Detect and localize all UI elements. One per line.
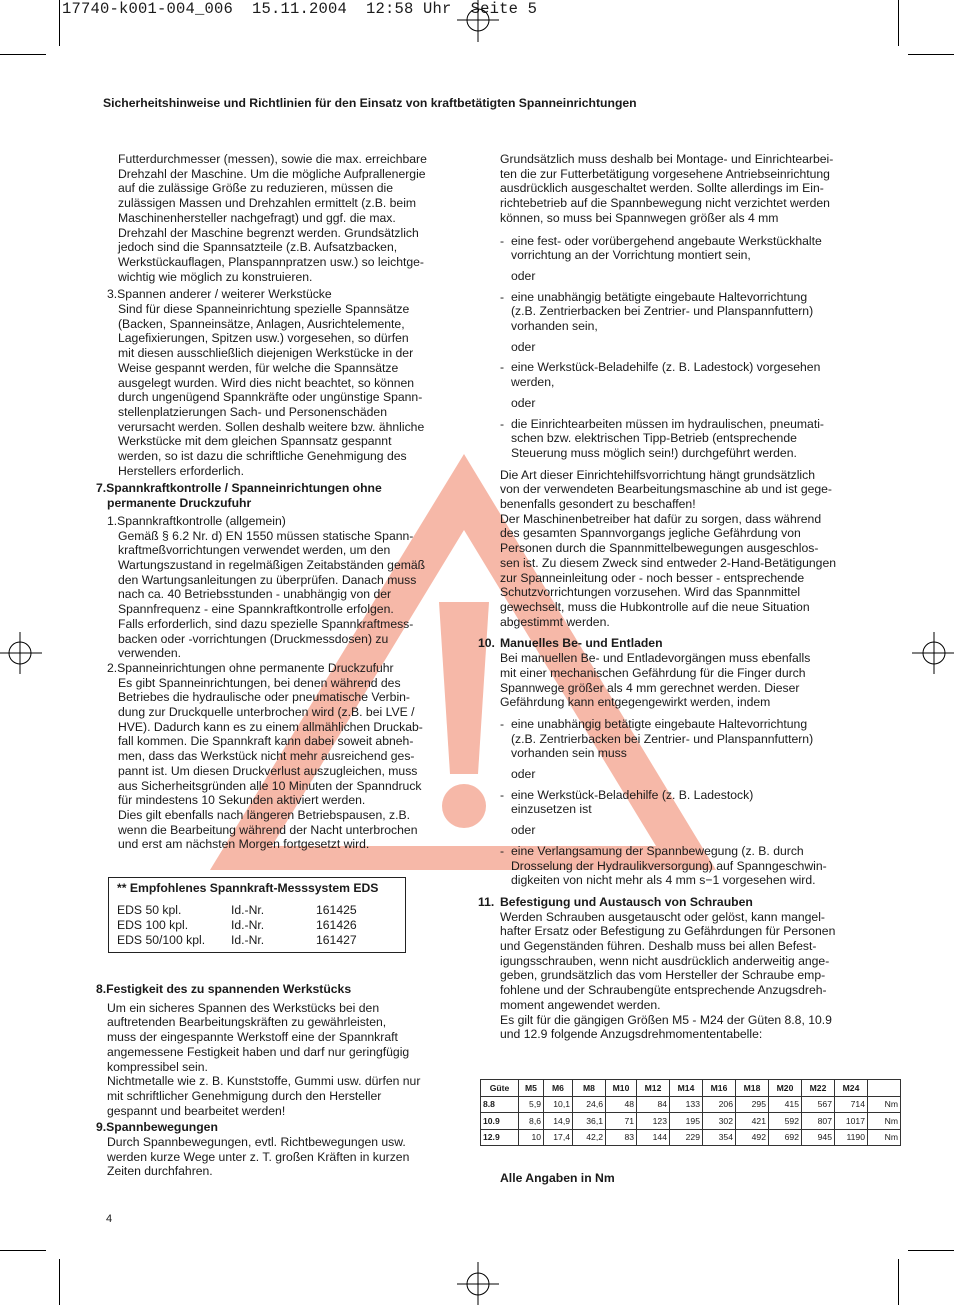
text-line: des gesamten Spannvorgangs jegliche Gefährdung von (500, 526, 801, 541)
text-line: von der verwendeten Bearbeitungsmaschine ab und ist gege- (500, 482, 832, 497)
registration-mark-top (455, 0, 501, 42)
text-line: Betriebes die hydraulische oder pneumatische Verbin- (118, 690, 410, 705)
table-row (481, 1113, 901, 1130)
text-line: Weise gespannt werden, für welche die Spannsätze (118, 360, 399, 375)
text-line: Gemäß § 6.2 Nr. d) EN 1550 müssen statische Spann- (118, 528, 414, 543)
text-line: eine unabhängig betätigte eingebaute Haltevorrichtung (511, 716, 808, 731)
table-cell: 295 (736, 1096, 769, 1113)
section-7-title-cont: permanente Druckzufuhr (107, 496, 252, 511)
text-line: ausgelegt wurden. Wird dies nicht beachtet, so können (118, 375, 415, 390)
paragraph-art (500, 468, 858, 630)
text-line: kompressibel sein. (107, 1059, 208, 1074)
section-7-2-body (96, 676, 456, 852)
table-cell: 36,1 (573, 1113, 606, 1130)
text-line: Durch Spannbewegungen, evtl. Richtbewegungen usw. (107, 1135, 406, 1150)
text-line: ten die zur Futterbetätigung vorgesehene Antriebseinrichtung (500, 166, 830, 181)
text-line: Schutzvorrichtungen vorzusehen. Wird das Spannmittel (500, 585, 801, 600)
list-item: - die Einrichtearbeiten müssen im hydraulischen, pneumati- schen bzw. elektrischen Tipp-Betrieb (entsprechende Steuerung muss möglich sein!) durchgeführt werden. (500, 417, 858, 461)
table-cell: 1017 (835, 1113, 868, 1130)
print-slug: 17740-k001-004_006 15.11.2004 12:58 Uhr Seite 5 (62, 0, 538, 18)
table-cell: Nm (868, 1113, 901, 1130)
text-line: Lagefixierungen, Spitzen usw.) vorgesehen, so dürfen (118, 331, 409, 346)
table-cell: M5 (519, 1080, 544, 1097)
text-line: schen bzw. elektrischen Tipp-Betrieb (entsprechende (511, 431, 797, 446)
left-column (96, 152, 456, 852)
table-cell: 421 (736, 1113, 769, 1130)
text-line: pannt ist. Um diesen Druckverlust auszugleichen, muss (118, 763, 418, 778)
table-cell: M22 (802, 1080, 835, 1097)
text-line: gespannt und bearbeitet werden! (107, 1103, 286, 1118)
text-line: vorhanden sein muss (511, 746, 627, 761)
table-cell: M24 (835, 1080, 868, 1097)
text-line: Grundsätzlich muss deshalb bei Montage- und Einrichtearbei- (500, 152, 834, 166)
table-cell: 354 (703, 1129, 736, 1146)
text-line: die Einrichtearbeiten müssen im hydraulischen, pneumati- (511, 416, 824, 431)
text-line: kraftmeßvorrichtungen verwendet werden, um den (118, 543, 391, 558)
text-line: Herstellers erforderlich. (118, 463, 244, 478)
table-cell: 71 (606, 1113, 637, 1130)
text-line: abgestimmt werden. (500, 614, 610, 629)
text-line: Maschinenhersteller nachgefragt) und ggf. die max. (118, 210, 396, 225)
text-line: Dies gilt ebenfalls nach längeren Betriebspausen, z.B. (118, 807, 411, 822)
oder-text: oder (511, 395, 536, 410)
table-cell: 10 (519, 1129, 544, 1146)
section-11-title: 11. Befestigung und Austausch von Schrauben (478, 894, 753, 909)
table-cell: 206 (703, 1096, 736, 1113)
section-7-1-body (96, 529, 456, 661)
text-line: mit schriftlicher Genehmigung durch den Hersteller (107, 1088, 382, 1103)
text-line: nach ca. 40 Betriebsstunden - unabhängig von der (118, 587, 392, 602)
section-7-2-title: 2.Spanneinrichtungen ohne permanente Druckzufuhr (107, 660, 394, 675)
table-cell: M18 (736, 1080, 769, 1097)
text-line: backen oder -vorrichtungen (Druckmessdosen) zu (118, 631, 389, 646)
text-line: (z.B. Zentrierbacken bei Zentrier- und Planspannfuttern) (511, 304, 814, 319)
text-line: für mindestens 10 Sekunden aktiviert werden. (118, 793, 366, 808)
text-line: Drosselung der Hydraulikversorgung) auf Spanngeschwin- (511, 858, 827, 873)
intro-paragraph (96, 152, 456, 284)
registration-mark-left (0, 630, 42, 676)
text-line: gewechselt, muss die Hubkontrolle auf die neue Situation (500, 599, 810, 614)
text-line: jedoch sind die Spannsatzteile (z.B. Aufsatzbacken, (118, 240, 398, 255)
text-line: durch ungenügend Spannkräfte oder ungünstige Spann- (118, 390, 423, 405)
table-cell: 8,6 (519, 1113, 544, 1130)
text-line: Futterdurchmesser (messen), sowie die max. erreichbare (118, 152, 427, 166)
text-line: einzusetzen ist (511, 802, 592, 817)
table-cell: 807 (802, 1113, 835, 1130)
text-line: richtebetrieb auf die Spannbewegung nicht verzichtet werden (500, 196, 830, 211)
list-item: - eine Werkstück-Beladehilfe (z. B. Ladestock) einzusetzen ist (500, 788, 858, 817)
table-cell: 10,1 (544, 1096, 573, 1113)
text-line: vorhanden sein, (511, 319, 598, 334)
table-cell: 10.9 (481, 1113, 519, 1130)
text-line: ausdrücklich ausgeschaltet werden. Sollte allerdings im Ein- (500, 181, 824, 196)
table-cell (868, 1080, 901, 1097)
table-footnote: Alle Angaben in Nm (500, 1171, 615, 1185)
text-line: vorrichtung an der Vorrichtung montiert sein, (511, 248, 751, 263)
section-3-body (96, 302, 456, 478)
text-line: mit diesen ausschließlich diejenigen Werkstücke in der (118, 346, 414, 361)
section-10-body (500, 651, 858, 710)
text-line: und 12.9 folgende Anzugsdrehmomententabelle: (500, 1027, 763, 1042)
table-cell: 567 (802, 1096, 835, 1113)
text-line: eine unabhängig betätigte eingebaute Haltevorrichtung (511, 289, 808, 304)
text-line: benenfalls gesondert zu beschaffen! (500, 497, 696, 512)
text-line: muss der eingespannte Werkstoff eine der Spannkraft (107, 1030, 398, 1045)
text-line: Es gilt für die gängigen Größen M5 - M24 der Güten 8.8, 10.9 (500, 1012, 832, 1027)
text-line: zulässigen Massen und Drehzahlen ermittelt (z.B. beim (118, 196, 417, 211)
table-cell: 123 (637, 1113, 670, 1130)
text-line: eine Werkstück-Beladehilfe (z. B. Ladestock) (511, 787, 754, 802)
text-line: Es gibt Spanneinrichtungen, bei denen während des (118, 675, 401, 690)
table-cell: Nm (868, 1096, 901, 1113)
page-header: Sicherheitshinweise und Richtlinien für den Einsatz von kraftbetätigten Spanneinrichtungen (103, 96, 637, 110)
text-line: geben, grundsätzlich das vom Hersteller der Schraube emp- (500, 968, 826, 983)
table-cell: 592 (769, 1113, 802, 1130)
table-cell: 24,6 (573, 1096, 606, 1113)
table-cell: M16 (703, 1080, 736, 1097)
text-line: Drehzahl der Maschine. Um die mögliche Aufprallenergie (118, 166, 426, 181)
text-line: Steuerung muss möglich sein!) durchgeführt werden. (511, 445, 797, 460)
text-line: HVE). Dadurch kann es zu einem allmählichen Druckab- (118, 719, 423, 734)
text-line: fohlene und der Schraubengüte entsprechende Anzugsdreh- (500, 983, 827, 998)
table-cell: 83 (606, 1129, 637, 1146)
table-cell: 133 (670, 1096, 703, 1113)
text-line: fall kommen. Die Spannkraft kann dabei soweit abneh- (118, 734, 414, 749)
text-line: (z.B. Zentrierbacken bei Zentrier- und Planspannfuttern) (511, 731, 814, 746)
table-cell: 195 (670, 1113, 703, 1130)
text-line: verursacht werden. Sollen deshalb weitere bzw. ähnliche (118, 419, 425, 434)
text-line: digkeiten von nicht mehr als 4 mm s−1 vorgesehen wird. (511, 873, 816, 888)
text-line: Bei manuellen Be- und Entladevorgängen muss ebenfalls (500, 651, 811, 666)
right-intro (478, 152, 858, 226)
table-cell: 945 (802, 1129, 835, 1146)
text-line: Falls erforderlich, sind dazu spezielle Spannkraftmess- (118, 616, 414, 631)
oder-text: oder (511, 339, 536, 354)
text-line: angemessene Festigkeit haben und darf nur geringfügig (107, 1044, 410, 1059)
registration-mark-right (912, 630, 954, 676)
list-item: - eine fest- oder vorübergehend angebaute Werkstückhalte vorrichtung an der Vorrichtung montiert sein, (500, 234, 858, 263)
recommended-system-box: ** Empfohlenes Spannkraft-Messsystem EDS EDS 50 kpl. Id.-Nr. 161425 EDS 100 kpl. Id.-Nr. 161426 EDS 50/100 kpl. Id.-Nr. 161427 (108, 877, 406, 953)
list-item: - eine Verlangsamung der Spannbewegung (z. B. durch Drosselung der Hydraulikversorgung) auf Spanngeschwin- digkeiten von nicht mehr als 4 mm s−1 vorgesehen wird. (500, 844, 858, 888)
text-line: auf die zulässige Größe zu reduzieren, müssen die (118, 181, 394, 196)
table-cell: M14 (670, 1080, 703, 1097)
text-line: können, so muss bei Spannwegen größer als 4 mm (500, 210, 779, 225)
text-line: Gefährdung kann entgegengewirkt werden, indem (500, 695, 771, 710)
table-cell: 84 (637, 1096, 670, 1113)
text-line: mit einer mechanischen Gefährdung für die Finger durch (500, 665, 806, 680)
table-cell: M8 (573, 1080, 606, 1097)
table-cell: M20 (769, 1080, 802, 1097)
table-header-row (481, 1080, 901, 1097)
text-line: eine fest- oder vorübergehend angebaute Werkstückhalte (511, 233, 822, 248)
table-cell: 12.9 (481, 1129, 519, 1146)
section-10-title: 10. Manuelles Be- und Entladen (478, 636, 663, 651)
text-line: Der Maschinenbetreiber hat dafür zu sorgen, dass während (500, 511, 822, 526)
torque-table (480, 1079, 901, 1146)
table-cell: Güte (481, 1080, 519, 1097)
table-cell: 42,2 (573, 1129, 606, 1146)
text-line: und Gegenständen führen. Deshalb muss bei allen Befest- (500, 939, 817, 954)
table-cell: 144 (637, 1129, 670, 1146)
section-8-title: 8.Festigkeit des zu spannenden Werkstücks (96, 982, 352, 996)
table-cell: 17,4 (544, 1129, 573, 1146)
text-line: Werden Schrauben ausgetauscht oder gelöst, kann mangel- (500, 909, 825, 924)
table-cell: M12 (637, 1080, 670, 1097)
text-line: Spannwege größer als 4 mm gerechnet werden. Dieser (500, 680, 800, 695)
text-line: und erst am nächsten Morgen fortgesetzt wird. (118, 837, 370, 852)
section-11-body (478, 910, 858, 1042)
table-row (481, 1129, 901, 1146)
text-line: Spannfrequenz - eine Spannkraftkontrolle erfolgen. (118, 602, 394, 617)
list-item: - eine Werkstück-Beladehilfe (z. B. Ladestock) vorgesehen werden, (500, 360, 858, 389)
text-line: zur Spanneinleitung oder - noch besser - entsprechende (500, 570, 805, 585)
text-line: Wartungszustand in regelmäßigen Zeitabständen gemäß (118, 557, 426, 572)
text-line: Drehzahl der Maschine begrenzt werden. Grundsätzlich (118, 225, 419, 240)
table-cell: M10 (606, 1080, 637, 1097)
text-line: dung zur Druckquelle unterbrochen wird (z.B. bei LVE / (118, 705, 415, 720)
table-cell: 8.8 (481, 1096, 519, 1113)
oder-text: oder (511, 268, 536, 283)
text-line: Die Art dieser Einrichtehilfsvorrichtung hängt grundsätzlich (500, 467, 815, 482)
text-line: stellenplatzierungen Sach- und Personenschäden (118, 404, 387, 419)
section-9-title: 9.Spannbewegungen (96, 1120, 218, 1135)
list-item: - eine unabhängig betätigte eingebaute Haltevorrichtung (z.B. Zentrierbacken bei Zentrier- und Planspannfuttern) vorhanden sein, (500, 290, 858, 334)
text-line: wenn die Bearbeitung während der Nacht unterbrochen (118, 822, 418, 837)
table-cell: Nm (868, 1129, 901, 1146)
table-cell: 302 (703, 1113, 736, 1130)
text-line: sen ist. Zu diesem Zweck sind entweder 2-Hand-Betätigungen (500, 555, 837, 570)
text-line: Personen durch die Spannmittelbewegungen ausgeschlos- (500, 541, 819, 556)
text-line: wichtig wie möglich zu konstruieren. (118, 269, 313, 284)
table-cell: 48 (606, 1096, 637, 1113)
table-cell: 5,9 (519, 1096, 544, 1113)
text-line: men, dass das Werkstück nicht mehr ausreichend ges- (118, 749, 415, 764)
section-7-1-title: 1.Spannkraftkontrolle (allgemein) (107, 513, 286, 528)
section-7-title: 7.Spannkraftkontrolle / Spanneinrichtungen ohne (96, 481, 382, 496)
text-line: werden, (511, 375, 555, 390)
recommended-title: ** Empfohlenes Spannkraft-Messsystem EDS (117, 881, 379, 895)
text-line: igungsschrauben, wenn nicht ausdrücklich anderweitig ange- (500, 953, 830, 968)
text-line: hafter Ersatz oder Befestigung zu Gefährdungen für Personen (500, 924, 836, 939)
oder-text: oder (511, 767, 536, 782)
text-line: Werkstücke mit dem gleichen Spannsatz gespannt (118, 434, 392, 449)
text-line: Zeiten durchfahren. (107, 1164, 213, 1179)
text-line: eine Verlangsamung der Spannbewegung (z. B. durch (511, 843, 804, 858)
section-9-body (96, 1135, 456, 1179)
text-line: aus Sicherheitsgründen alle 10 Minuten der Spanndruck (118, 778, 422, 793)
list-item: - eine unabhängig betätigte eingebaute Haltevorrichtung (z.B. Zentrierbacken bei Zentrier- und Planspannfuttern) vorhanden sein muss (500, 717, 858, 761)
left-column-lower (96, 982, 456, 1179)
registration-mark-bottom (455, 1262, 501, 1305)
text-line: werden, so ist dazu die schriftliche Genehmigung des (118, 449, 407, 464)
text-line: verwenden. (118, 646, 182, 661)
text-line: auftretenden Bearbeitungskräften zu gewährleisten, (107, 1015, 387, 1030)
text-line: Um ein sicheres Spannen des Werkstücks bei den (107, 1000, 380, 1015)
section-3-title: 3.Spannen anderer / weiterer Werkstücke (107, 287, 332, 302)
oder-text: oder (511, 823, 536, 838)
text-line: (Backen, Spanneinsätze, Anlagen, Ausrichtelemente, (118, 316, 405, 331)
table-cell: 492 (736, 1129, 769, 1146)
text-line: Nichtmetalle wie z. B. Kunststoffe, Gummi usw. dürfen nur (107, 1074, 421, 1089)
table-cell: 415 (769, 1096, 802, 1113)
text-line: Sind für diese Spanneinrichtung spezielle Spannsätze (118, 302, 410, 317)
table-cell: 692 (769, 1129, 802, 1146)
table-cell: 714 (835, 1096, 868, 1113)
table-cell: 14,9 (544, 1113, 573, 1130)
page-number: 4 (106, 1213, 113, 1225)
table-row (481, 1096, 901, 1113)
text-line: werden kurze Wege unter z. T. großen Kräften in kurzen (107, 1149, 410, 1164)
text-line: den Wartungsanleitungen zu überprüfen. Danach muss (118, 572, 417, 587)
table-cell: 1190 (835, 1129, 868, 1146)
section-8-body (96, 1001, 456, 1119)
table-cell: M6 (544, 1080, 573, 1097)
text-line: moment angewendet werden. (500, 997, 661, 1012)
table-cell: 229 (670, 1129, 703, 1146)
text-line: Werkstückauflagen, Planspannpratzen usw.) so leichtge- (118, 254, 424, 269)
right-column (478, 152, 858, 1042)
text-line: eine Werkstück-Beladehilfe (z. B. Ladestock) vorgesehen (511, 360, 821, 375)
